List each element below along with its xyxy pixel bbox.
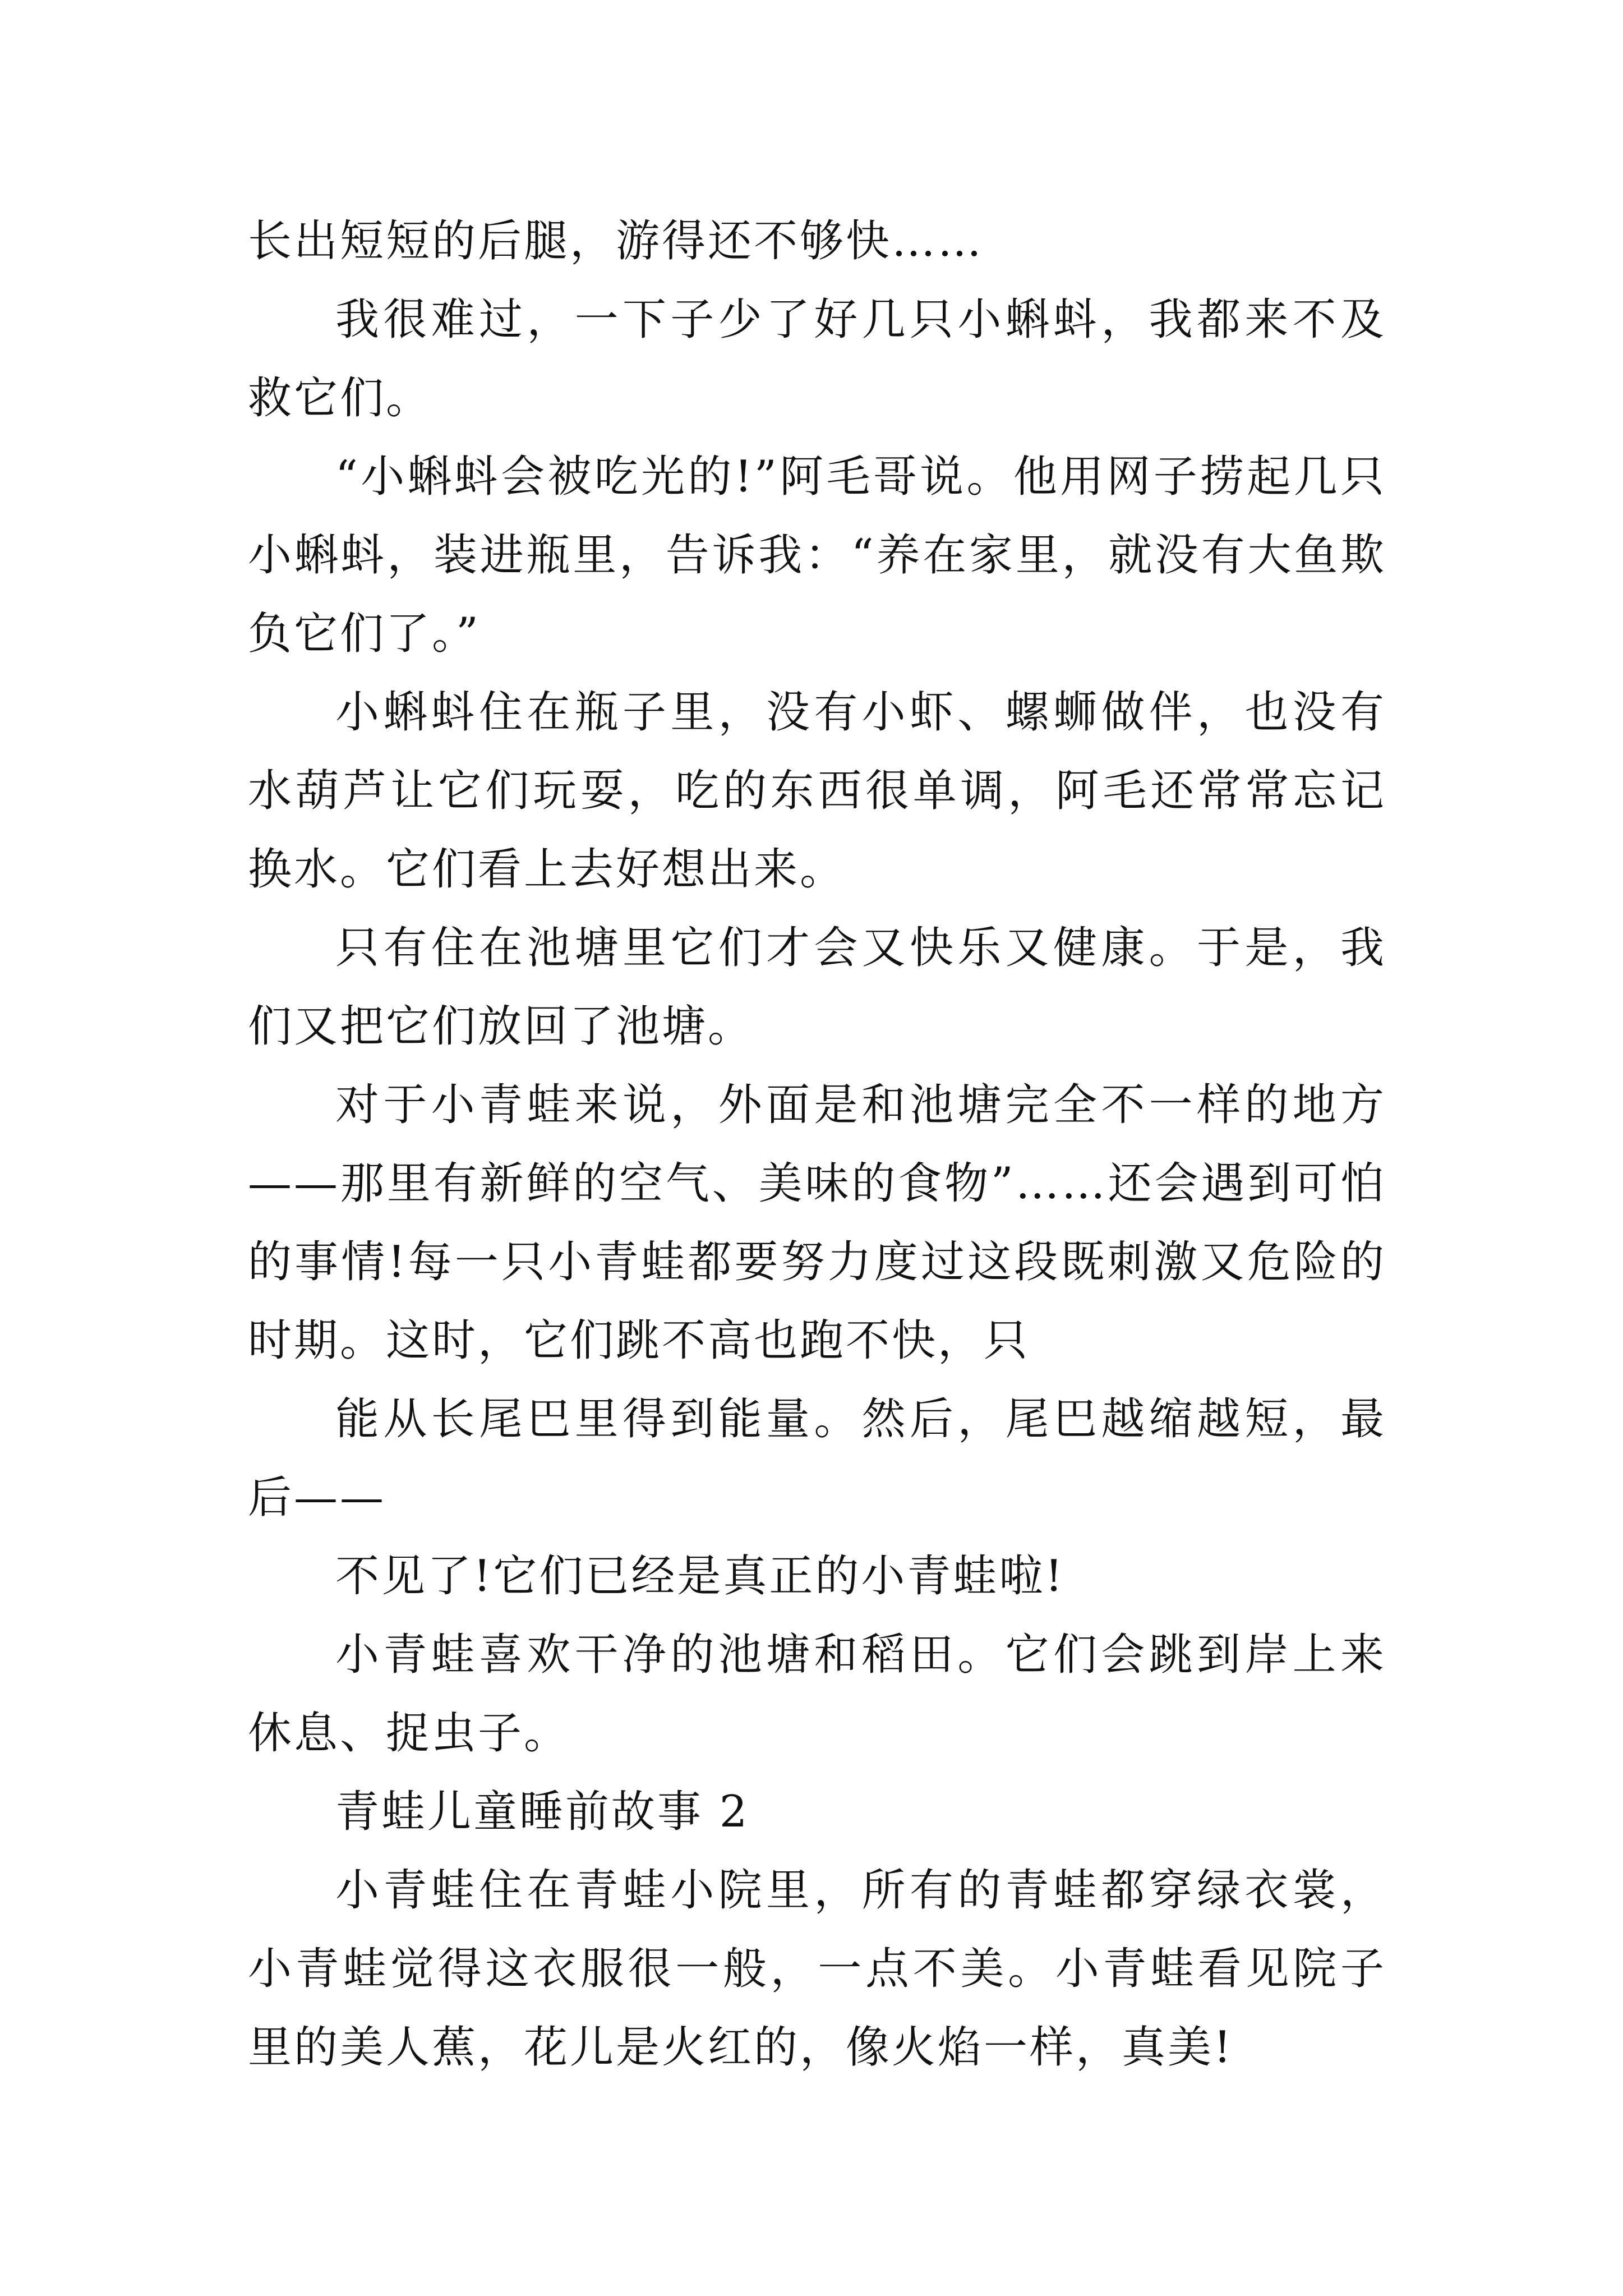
paragraph: 小青蛙喜欢干净的池塘和稻田。它们会跳到岸上来休息、捉虫子。	[248, 1630, 1386, 1759]
paragraph: 对于小青蛙来说，外面是和池塘完全不一样的地方——那里有新鲜的空气、美味的食物”……还会遇到可怕的事情!每一只小青蛙都要努力度过这段既刺激又危险的时期。这时，它们跳不高也跑不快，只	[248, 1080, 1386, 1366]
paragraph: 能从长尾巴里得到能量。然后，尾巴越缩越短，最后——	[248, 1394, 1386, 1523]
paragraph: 小青蛙住在青蛙小院里，所有的青蛙都穿绿衣裳，小青蛙觉得这衣服很一般，一点不美。小青蛙看见院子里的美人蕉，花儿是火红的，像火焰一样，真美!	[248, 1865, 1386, 2073]
paragraph: 不见了!它们已经是真正的小青蛙啦!	[335, 1551, 1065, 1602]
paragraph: 小蝌蚪住在瓶子里，没有小虾、螺蛳做伴，也没有水葫芦让它们玩耍，吃的东西很单调，阿毛还常常忘记换水。它们看上去好想出来。	[248, 687, 1386, 895]
paragraph: 只有住在池塘里它们才会又快乐又健康。于是，我们又把它们放回了池塘。	[248, 923, 1386, 1052]
paragraph: “小蝌蚪会被吃光的!”阿毛哥说。他用网子捞起几只小蝌蚪，装进瓶里，告诉我：“养在家里，就没有大鱼欺负它们了。”	[248, 452, 1386, 659]
section-heading: 青蛙儿童睡前故事 2	[335, 1787, 750, 1837]
paragraph-continuation: 长出短短的后腿，游得还不够快……	[248, 216, 984, 266]
paragraph: 我很难过，一下子少了好几只小蝌蚪，我都来不及救它们。	[248, 295, 1386, 424]
document-body	[248, 202, 1386, 2087]
